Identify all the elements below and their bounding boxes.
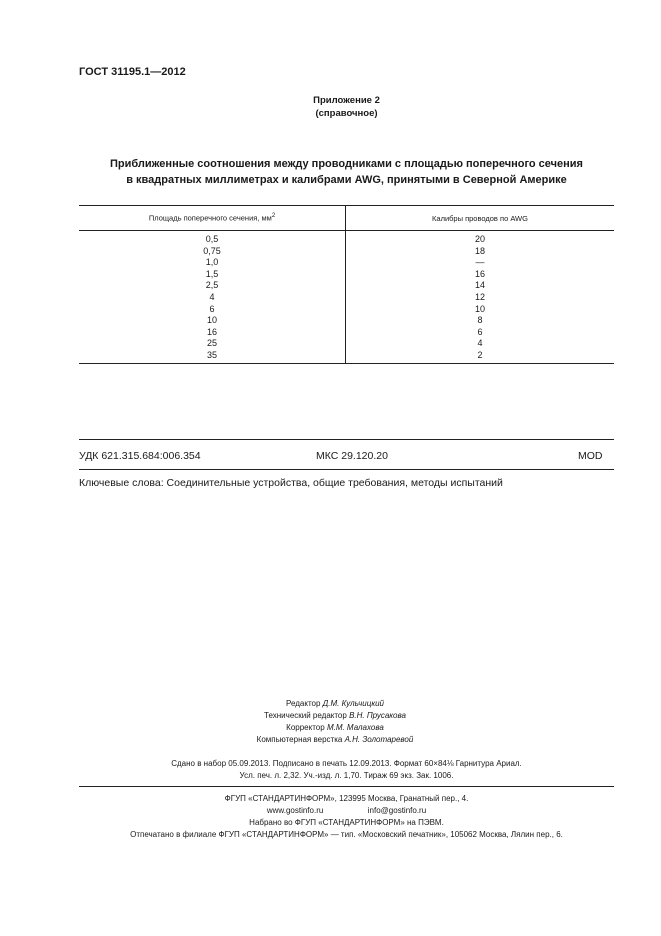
credit-layout xyxy=(120,734,550,747)
credit-editor xyxy=(120,698,550,711)
mks-code: МКС 29.120.20 xyxy=(316,450,388,462)
awg-cell: 6 xyxy=(477,326,483,337)
credit-tech-editor-name: В.Н. Прусакова xyxy=(349,711,406,720)
standard-number: ГОСТ 31195.1—2012 xyxy=(79,66,186,78)
udk-code: УДК 621.315.684:006.354 xyxy=(79,450,201,462)
area-cell: 10 xyxy=(79,315,346,327)
publisher-typeset: Набрано во ФГУП «СТАНДАРТИНФОРМ» на ПЭВМ. xyxy=(249,818,444,827)
area-cell: 25 xyxy=(79,338,346,350)
table-body xyxy=(79,231,614,364)
area-cell: 0,5 xyxy=(79,231,346,246)
credit-editor-label: Редактор xyxy=(285,699,321,708)
publisher-web: www.gostinfo.ru xyxy=(266,806,324,815)
area-cell: 16 xyxy=(79,327,346,339)
divider-line-2 xyxy=(79,469,614,470)
credit-layout-label: Компьютерная верстка xyxy=(256,735,343,744)
awg-table xyxy=(79,205,614,364)
awg-cell: 16 xyxy=(474,268,485,279)
credit-editor-name: Д.М. Кульчицкий xyxy=(322,699,385,708)
annex-type: (справочное) xyxy=(315,108,378,119)
area-cell: 6 xyxy=(79,304,346,316)
awg-cell: 2 xyxy=(477,349,483,360)
area-cell: 2,5 xyxy=(79,280,346,292)
table-row xyxy=(79,280,614,292)
awg-cell: 10 xyxy=(474,303,485,314)
awg-cell: — xyxy=(475,257,485,268)
credit-layout-name: А.Н. Золотаревой xyxy=(344,735,414,744)
table-row xyxy=(79,315,614,327)
publisher-contacts xyxy=(79,805,614,818)
awg-cell: 12 xyxy=(474,291,485,302)
keywords: Ключевые слова: Соединительные устройства, общие требования, методы испытаний xyxy=(79,477,503,489)
table-row xyxy=(79,327,614,339)
table-row xyxy=(79,246,614,258)
table-row xyxy=(79,304,614,316)
mod-label: MOD xyxy=(578,450,603,462)
col-header-awg: Калибры проводов по AWG xyxy=(346,206,615,231)
area-cell: 1,0 xyxy=(79,257,346,269)
awg-cell: 18 xyxy=(474,245,485,256)
area-cell: 0,75 xyxy=(79,246,346,258)
publisher-printed: Отпечатано в филиале ФГУП «СТАНДАРТИНФОРМ» — тип. «Московский печатник», 105062 Москва, Лялин пер., 6. xyxy=(130,830,563,839)
credit-corrector-label: Корректор xyxy=(286,723,325,732)
table-row xyxy=(79,350,614,363)
table-header-row xyxy=(79,206,614,231)
table-title-line1: Приближенные соотношения между проводниками с площадью поперечного сечения xyxy=(110,158,583,170)
print-info-line1: Сдано в набор 05.09.2013. Подписано в печать 12.09.2013. Формат 60×84⅛ Гарнитура Ариал. xyxy=(171,759,522,768)
area-cell: 1,5 xyxy=(79,269,346,281)
credit-corrector xyxy=(120,722,550,735)
awg-cell: 4 xyxy=(477,338,483,349)
table-row xyxy=(79,257,614,269)
print-info-line2: Усл. печ. л. 2,32. Уч.-изд. л. 1,70. Тираж 69 экз. Зак. 1006. xyxy=(239,771,454,780)
col-header-area xyxy=(79,206,346,231)
area-cell: 4 xyxy=(79,292,346,304)
publisher-email: info@gostinfo.ru xyxy=(367,806,427,815)
awg-cell: 20 xyxy=(474,234,485,244)
table-title-line2: в квадратных миллиметрах и калибрами AWG, принятыми в Северной Америке xyxy=(126,174,567,186)
awg-cell: 8 xyxy=(477,315,483,326)
divider-line-3 xyxy=(79,786,614,787)
divider-line xyxy=(79,439,614,440)
credit-corrector-name: М.М. Малахова xyxy=(326,723,384,732)
credit-tech-editor xyxy=(120,710,550,723)
credit-tech-editor-label: Технический редактор xyxy=(264,711,347,720)
annex-label: Приложение 2 xyxy=(313,95,380,106)
table-row xyxy=(79,292,614,304)
table-row xyxy=(79,338,614,350)
table-row xyxy=(79,269,614,281)
awg-cell: 14 xyxy=(474,280,485,291)
publisher-address: ФГУП «СТАНДАРТИНФОРМ», 123995 Москва, Гранатный пер., 4. xyxy=(224,794,469,803)
col-header-area-text: Площадь поперечного сечения, мм xyxy=(148,213,272,223)
area-cell: 35 xyxy=(79,350,346,363)
table-row xyxy=(79,231,614,246)
col-header-area-sup: 2 xyxy=(271,213,276,220)
